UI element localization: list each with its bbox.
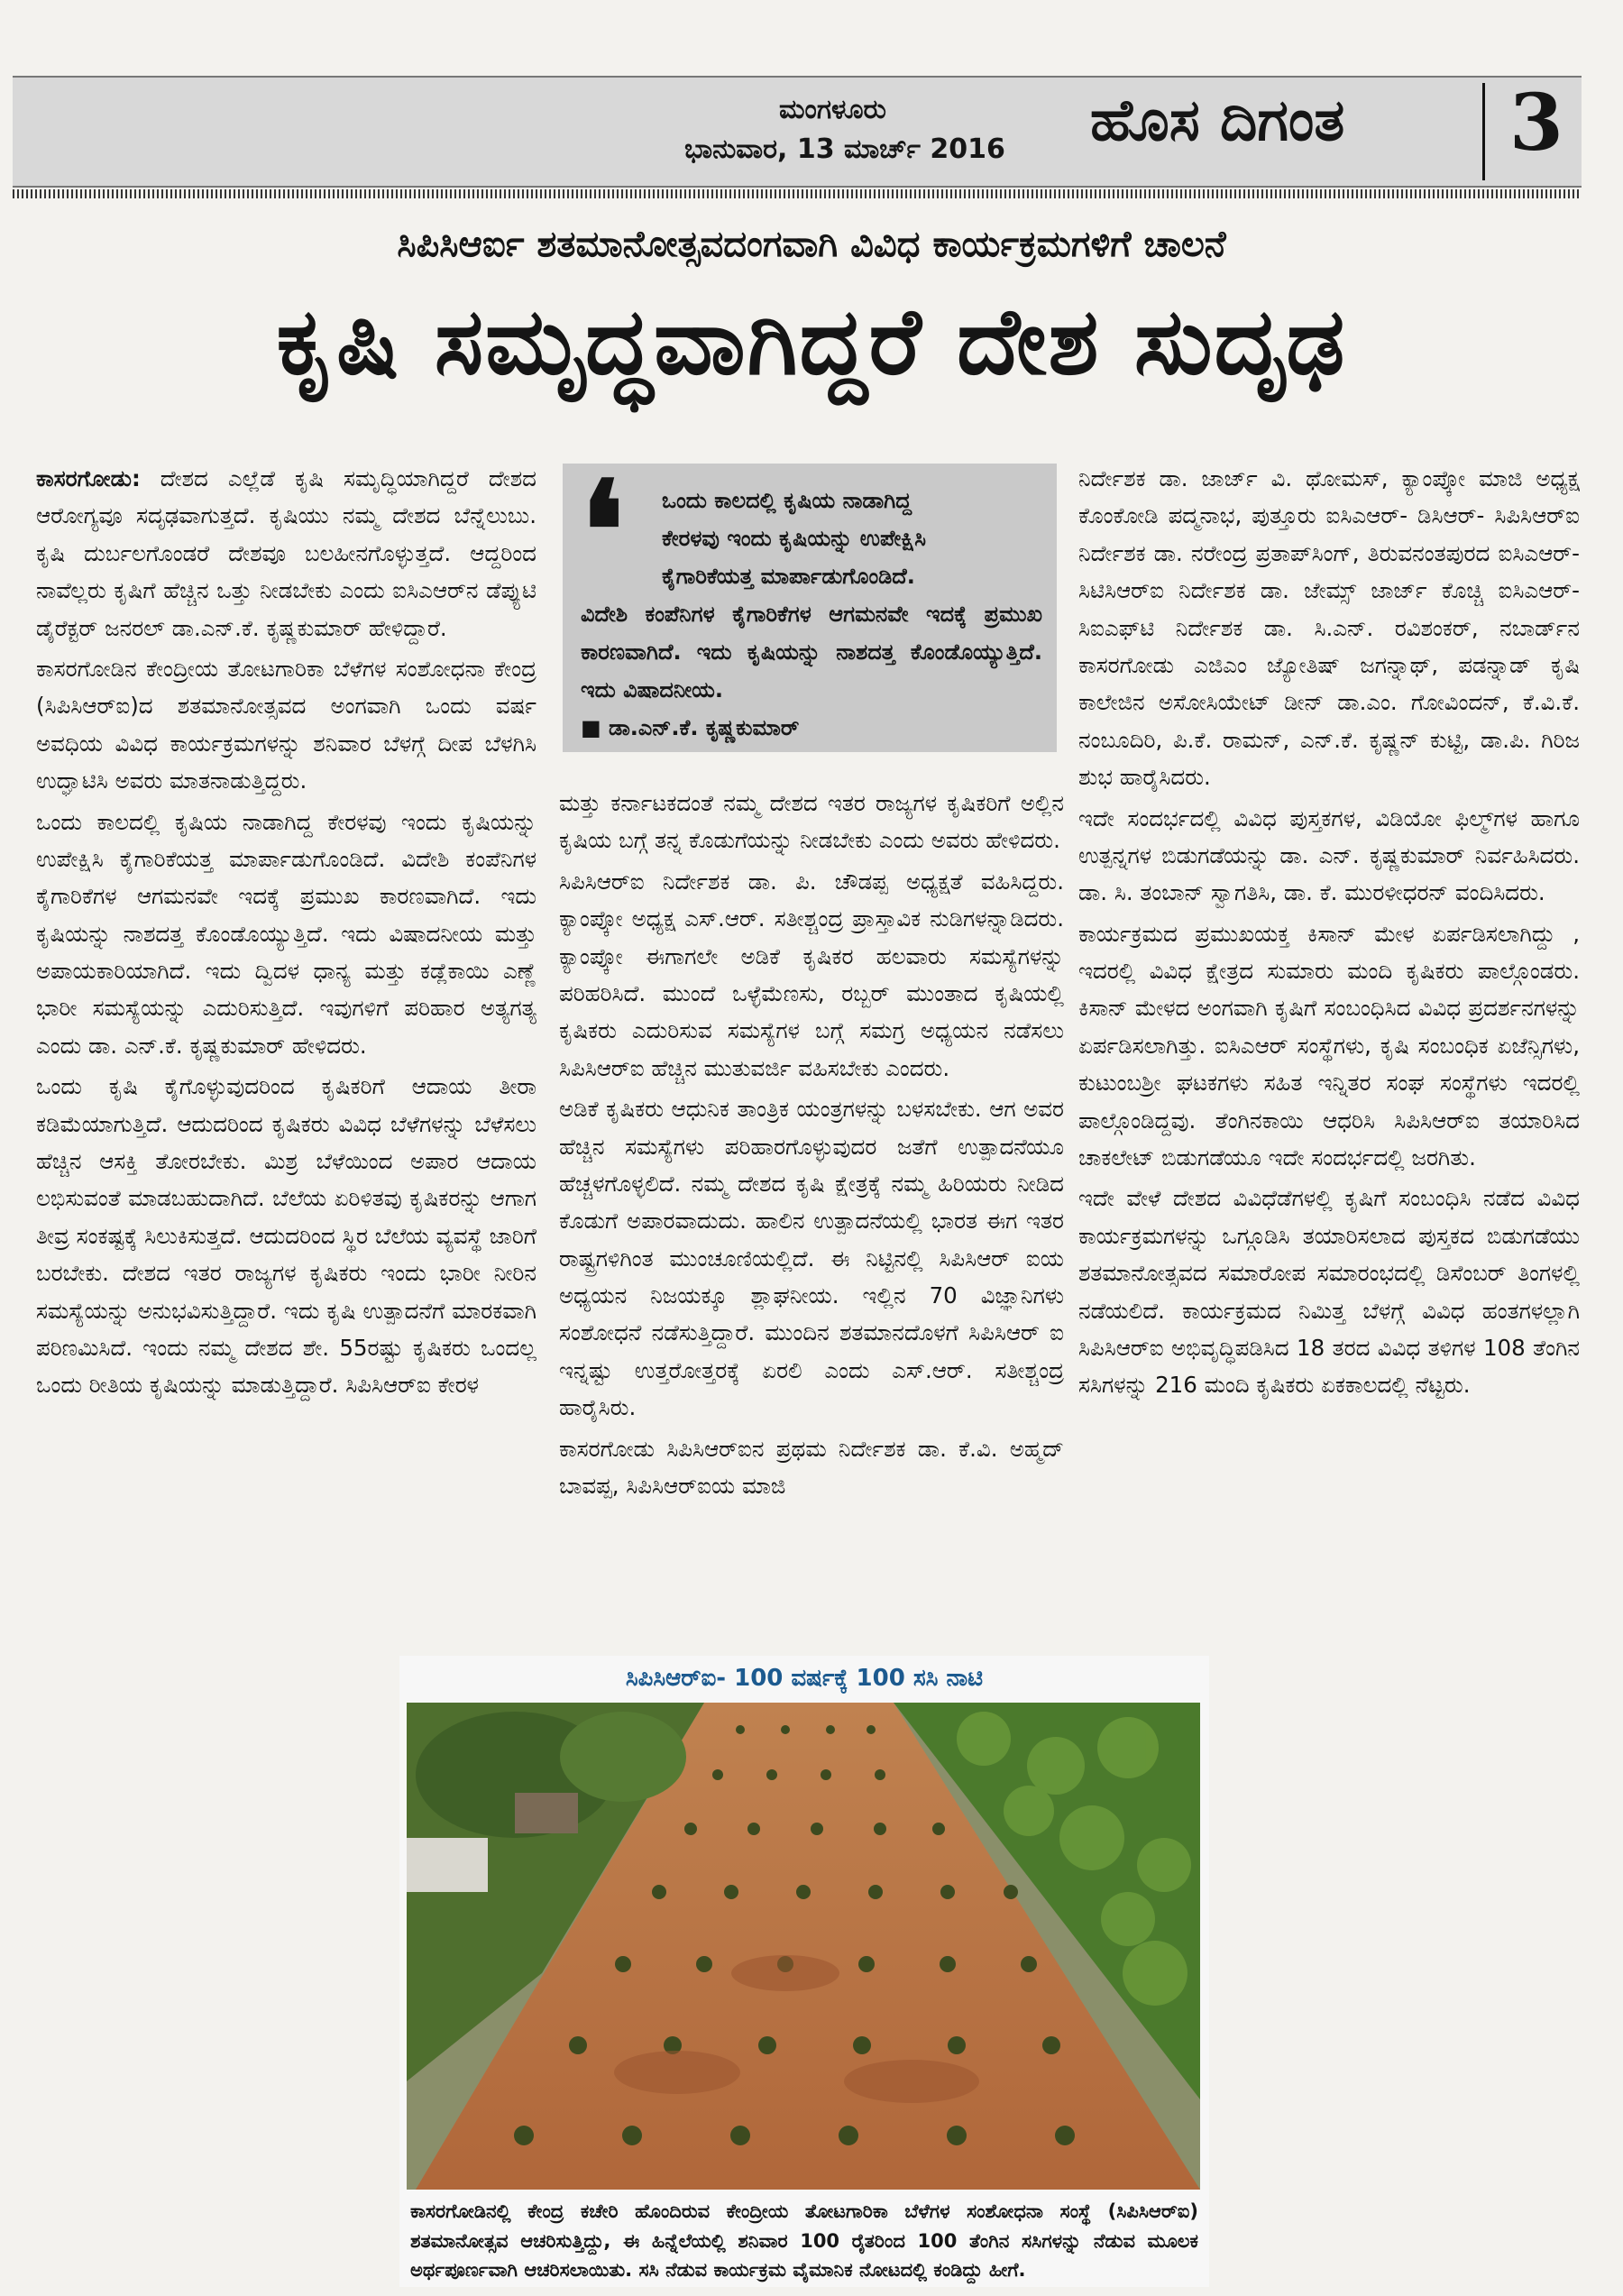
dotted-rule: [13, 189, 1582, 198]
aerial-plantation-image: [407, 1703, 1200, 2190]
pull-quote-author: ■ ಡಾ.ಎನ್.ಕೆ. ಕೃಷ್ಣಕುಮಾರ್: [581, 715, 800, 740]
kicker-headline: ಸಿಪಿಸಿಆರ್ಐ ಶತಮಾನೋತ್ಸವದಂಗವಾಗಿ ವಿವಿಧ ಕಾರ್ಯಕ್ರಮಗಳಿಗೆ ಚಾಲನೆ: [397, 224, 1226, 265]
quote-mark-icon: ❛: [581, 452, 625, 611]
paragraph: ಮತ್ತು ಕರ್ನಾಟಕದಂತೆ ನಮ್ಮ ದೇಶದ ಇತರ ರಾಜ್ಯಗಳ ಕೃಷಿಕರಿಗೆ ಅಲ್ಲಿನ ಕೃಷಿಯ ಬಗ್ಗೆ ತನ್ನ ಕೊಡುಗೆಯನ್ನು ನೀಡಬೇಕು ಎಂದು ಅವರು ಹೇಳಿದರು.: [559, 790, 1064, 854]
pull-quote-rest: ವಿದೇಶಿ ಕಂಪೆನಿಗಳ ಕೈಗಾರಿಕೆಗಳ ಆಗಮನವೇ ಇದಕ್ಕೆ ಪ್ರಮುಖ ಕಾರಣವಾಗಿದೆ. ಇದು ಕೃಷಿಯನ್ನು ನಾಶದತ್ತ ಕೊಂಡೊಯ್ಯುತ್ತಿದೆ. ಇದು ವಿಷಾದನೀಯ.: [581, 602, 1042, 703]
dateline: ಕಾಸರಗೋಡು:: [36, 465, 141, 491]
masthead: [13, 76, 1582, 188]
paragraph: [36, 460, 536, 647]
paragraph: ಇದೇ ಸಂದರ್ಭದಲ್ಲಿ ವಿವಿಧ ಪುಸ್ತಕಗಳ, ವಿಡಿಯೋ ಫಿಲ್ಮ್‌ಗಳ ಹಾಗೂ ಉತ್ಪನ್ನಗಳ ಬಿಡುಗಡೆಯನ್ನು ಡಾ. ಎನ್. ಕೃಷ್ಣಕುಮಾರ್ ನಿರ್ವಹಿಸಿದರು. ಡಾ. ಸಿ. ತಂಬಾನ್ ಸ್ವಾಗತಿಸಿ, ಡಾ. ಕೆ. ಮುರಳೀಧರನ್ ವಂದಿಸಿದರು.: [1078, 804, 1580, 906]
paragraph: ಕಾರ್ಯಕ್ರಮದ ಪ್ರಮುಖಯಕ್ತ ಕಿಸಾನ್ ಮೇಳ ಏರ್ಪಡಿಸಲಾಗಿದ್ದು , ಇದರಲ್ಲಿ ವಿವಿಧ ಕ್ಷೇತ್ರದ ಸುಮಾರು ಮಂದಿ ಕೃಷಿಕರು ಪಾಲ್ಗೊಂಡರು. ಕಿಸಾನ್ ಮೇಳದ ಅಂಗವಾಗಿ ಕೃಷಿಗೆ ಸಂಬಂಧಿಸಿದ ವಿವಿಧ ಪ್ರದರ್ಶನಗಳನ್ನು ಏರ್ಪಡಿಸಲಾಗಿತ್ತು. ಐಸಿಎಆರ್ ಸಂಸ್ಥೆಗಳು, ಕೃಷಿ ಸಂಬಂಧಿಕ ಏಜೆನ್ಸಿಗಳು, ಕುಟುಂಬಶ್ರೀ ಘಟಕಗಳು ಸಹಿತ ಇನ್ನಿತರ ಸಂಘ ಸಂಸ್ಥೆಗಳು ಇದರಲ್ಲಿ ಪಾಲ್ಗೊಂಡಿದ್ದವು. ತೆಂಗಿನಕಾಯಿ ಆಧರಿಸಿ ಸಿಪಿಸಿಆರ್‌ಐ ತಯಾರಿಸಿದ ಚಾಕಲೇಟ್ ಬಿಡುಗಡೆಯೂ ಇದೇ ಸಂದರ್ಭದಲ್ಲಿ ಜರಗಿತು.: [1078, 920, 1580, 1171]
photo-block: [399, 1656, 1209, 2287]
main-headline: ಕೃಷಿ ಸಮೃದ್ಧವಾಗಿದ್ದರೆ ದೇಶ ಸುದೃಢ: [276, 289, 1347, 396]
pull-quote-line: ಕೈಗಾರಿಕೆಯತ್ತ ಮಾರ್ಪಾಡುಗೊಂಡಿದೆ.: [662, 564, 915, 589]
pull-quote-line: ಕೇರಳವು ಇಂದು ಕೃಷಿಯನ್ನು ಉಪೇಕ್ಷಿಸಿ: [662, 526, 926, 551]
paragraph: ಸಿಪಿಸಿಆರ್‌ಐ ನಿರ್ದೇಶಕ ಡಾ. ಪಿ. ಚೌಡಪ್ಪ ಅಧ್ಯಕ್ಷತೆ ವಹಿಸಿದ್ದರು. ಕ್ಯಾಂಪ್ಕೋ ಅಧ್ಯಕ್ಷ ಎಸ್.ಆರ್. ಸತೀಶ್ಚಂದ್ರ ಪ್ರಾಸ್ತಾವಿಕ ನುಡಿಗಳನ್ನಾಡಿದರು. ಕ್ಯಾಂಪ್ಕೋ ಈಗಾಗಲೇ ಅಡಿಕೆ ಕೃಷಿಕರ ಹಲವಾರು ಸಮಸ್ಯೆಗಳನ್ನು ಪರಿಹರಿಸಿದೆ. ಮುಂದೆ ಒಳ್ಳೆಮೆಣಸು, ರಬ್ಬರ್ ಮುಂತಾದ ಕೃಷಿಯಲ್ಲಿ ಕೃಷಿಕರು ಎದುರಿಸುವ ಸಮಸ್ಯೆಗಳ ಬಗ್ಗೆ ಸಮಗ್ರ ಅಧ್ಯಯನ ನಡೆಸಲು ಸಿಪಿಸಿಆರ್‌ಐ ಹೆಚ್ಚಿನ ಮುತುವರ್ಜಿ ವಹಿಸಬೇಕು ಎಂದರು.: [559, 868, 1064, 1081]
photo-title: ಸಿಪಿಸಿಆರ್‌ಐ- 100 ವರ್ಷಕ್ಕೆ 100 ಸಸಿ ನಾಟಿ: [625, 1665, 984, 1692]
pull-quote-text: [581, 482, 1042, 747]
masthead-date: ಭಾನುವಾರ, 13 ಮಾರ್ಚ್ 2016: [684, 133, 1005, 165]
page-number: 3: [1509, 78, 1563, 169]
paragraph: ಕಾಸರಗೋಡಿನ ಕೇಂದ್ರೀಯ ತೋಟಗಾರಿಕಾ ಬೆಳೆಗಳ ಸಂಶೋಧನಾ ಕೇಂದ್ರ (ಸಿಪಿಸಿಆರ್‌ಐ)ದ ಶತಮಾನೋತ್ಸವದ ಅಂಗವಾಗಿ ಒಂದು ವರ್ಷ ಅವಧಿಯ ವಿವಿಧ ಕಾರ್ಯಕ್ರಮಗಳನ್ನು ಶನಿವಾರ ಬೆಳಗ್ಗೆ ದೀಪ ಬೆಳಗಿಸಿ ಉದ್ಘಾಟಿಸಿ ಅವರು ಮಾತನಾಡುತ್ತಿದ್ದರು.: [36, 655, 536, 794]
paragraph: ನಿರ್ದೇಶಕ ಡಾ. ಜಾರ್ಜ್ ವಿ. ಥೋಮಸ್, ಕ್ಯಾಂಪ್ಕೋ ಮಾಜಿ ಅಧ್ಯಕ್ಷ ಕೊಂಕೋಡಿ ಪದ್ಮನಾಭ, ಪುತ್ತೂರು ಐಸಿಎಆರ್- ಡಿಸಿಆರ್- ಸಿಪಿಸಿಆರ್‌ಐ ನಿರ್ದೇಶಕ ಡಾ. ನರೇಂದ್ರ ಪ್ರತಾಪ್‌ಸಿಂಗ್, ತಿರುವನಂತಪುರದ ಐಸಿಎಆರ್- ಸಿಟಿಸಿಆರ್‌ಐ ನಿರ್ದೇಶಕ ಡಾ. ಜೇಮ್ಸ್ ಜಾರ್ಜ್ ಕೊಚ್ಚಿ ಐಸಿಎಆರ್- ಸಿಐಎಫ್‌ಟಿ ನಿರ್ದೇಶಕ ಡಾ. ಸಿ.ಎನ್. ರವಿಶಂಕರ್, ನಬಾರ್ಡ್‌ನ ಕಾಸರಗೋಡು ಎಜಿಎಂ ಜ್ಯೋತಿಷ್ ಜಗನ್ನಾಥ್, ಪಡನ್ನಾಡ್ ಕೃಷಿ ಕಾಲೇಜಿನ ಅಸೋಸಿಯೇಟ್ ಡೀನ್ ಡಾ.ಎಂ. ಗೋವಿಂದನ್, ಕೆ.ವಿ.ಕೆ. ನಂಬೂದಿರಿ, ಪಿ.ಕೆ. ರಾಮನ್, ಎನ್.ಕೆ. ಕೃಷ್ಣನ್ ಕುಟ್ಟಿ, ಡಾ.ಪಿ. ಗಿರಿಜ ಶುಭ ಹಾರೈಸಿದರು.: [1078, 465, 1580, 791]
paragraph: ಇದೇ ವೇಳೆ ದೇಶದ ವಿವಿಧೆಡೆಗಳಲ್ಲಿ ಕೃಷಿಗೆ ಸಂಬಂಧಿಸಿ ನಡೆದ ವಿವಿಧ ಕಾರ್ಯಕ್ರಮಗಳನ್ನು ಒಗ್ಗೂಡಿಸಿ ತಯಾರಿಸಲಾದ ಪುಸ್ತಕದ ಬಿಡುಗಡೆಯು ಶತಮಾನೋತ್ಸವದ ಸಮಾರೋಪ ಸಮಾರಂಭದಲ್ಲಿ ಡಿಸೆಂಬರ್ ತಿಂಗಳಲ್ಲಿ ನಡೆಯಲಿದೆ. ಕಾರ್ಯಕ್ರಮದ ನಿಮಿತ್ತ ಬೆಳಗ್ಗೆ ವಿವಿಧ ಹಂತಗಳಲ್ಲಾಗಿ ಸಿಪಿಸಿಆರ್‌ಐ ಅಭಿವೃದ್ಧಿಪಡಿಸಿದ 18 ತರದ ವಿವಿಧ ತಳಿಗಳ 108 ತೆಂಗಿನ ಸಸಿಗಳನ್ನು 216 ಮಂದಿ ಕೃಷಿಕರು ಏಕಕಾಲದಲ್ಲಿ ನೆಟ್ಟರು.: [1078, 1185, 1580, 1399]
aerial-plantation-photo: [407, 1703, 1200, 2190]
article-column-3: [1078, 460, 1580, 1408]
article-column-1: [36, 460, 536, 1408]
paragraph: ಒಂದು ಕಾಲದಲ್ಲಿ ಕೃಷಿಯ ನಾಡಾಗಿದ್ದ ಕೇರಳವು ಇಂದು ಕೃಷಿಯನ್ನು ಉಪೇಕ್ಷಿಸಿ ಕೈಗಾರಿಕೆಯತ್ತ ಮಾರ್ಪಾಡುಗೊಂಡಿದೆ. ವಿದೇಶಿ ಕಂಪೆನಿಗಳ ಕೈಗಾರಿಕೆಗಳ ಆಗಮನವೇ ಇದಕ್ಕೆ ಪ್ರಮುಖ ಕಾರಣವಾಗಿದೆ. ಇದು ಕೃಷಿಯನ್ನು ನಾಶದತ್ತ ಕೊಂಡೊಯ್ಯುತ್ತಿದೆ. ಇದು ವಿಷಾದನೀಯ ಮತ್ತು ಅಪಾಯಕಾರಿಯಾಗಿದೆ. ಇದು ದ್ವಿದಳ ಧಾನ್ಯ ಮತ್ತು ಕಡ್ಲೆಕಾಯಿ ಎಣ್ಣೆ ಭಾರೀ ಸಮಸ್ಯೆಯನ್ನು ಎದುರಿಸುತ್ತಿದೆ. ಇವುಗಳಿಗೆ ಪರಿಹಾರ ಅತ್ಯಗತ್ಯ ಎಂದು ಡಾ. ಎನ್.ಕೆ. ಕೃಷ್ಣಕುಮಾರ್ ಹೇಳಿದರು.: [36, 808, 536, 1059]
paragraph-text: ದೇಶದ ಎಲ್ಲೆಡೆ ಕೃಷಿ ಸಮೃದ್ಧಿಯಾಗಿದ್ದರೆ ದೇಶದ ಆರೋಗ್ಯವೂ ಸದೃಢವಾಗುತ್ತದೆ. ಕೃಷಿಯು ನಮ್ಮ ದೇಶದ ಬೆನ್ನೆಲುಬು. ಕೃಷಿ ದುರ್ಬಲಗೊಂಡರೆ ದೇಶವೂ ಬಲಹೀನಗೊಳ್ಳುತ್ತದೆ. ಆದ್ದರಿಂದ ನಾವೆಲ್ಲರು ಕೃಷಿಗೆ ಹೆಚ್ಚಿನ ಒತ್ತು ನೀಡಬೇಕು ಎಂದು ಐಸಿಎಆರ್‌ನ ಡೆಪ್ಯುಟಿ ಡೈರೆಕ್ಟರ್ ಜನರಲ್ ಡಾ.ಎನ್.ಕೆ. ಕೃಷ್ಣಕುಮಾರ್ ಹೇಳಿದ್ದಾರೆ.: [36, 465, 536, 641]
article-column-2: [559, 785, 1064, 1508]
masthead-divider: [1482, 83, 1485, 180]
masthead-city: ಮಂಗಳೂರು: [779, 94, 886, 125]
paragraph: ಕಾಸರಗೋಡು ಸಿಪಿಸಿಆರ್‌ಐನ ಪ್ರಥಮ ನಿರ್ದೇಶಕ ಡಾ. ಕೆ.ವಿ. ಅಹ್ಮದ್ ಬಾವಪ್ಪ, ಸಿಪಿಸಿಆರ್‌ಐಯ ಮಾಜಿ: [559, 1435, 1064, 1500]
photo-caption: ಕಾಸರಗೋಡಿನಲ್ಲಿ ಕೇಂದ್ರ ಕಚೇರಿ ಹೊಂದಿರುವ ಕೇಂದ್ರೀಯ ತೋಟಗಾರಿಕಾ ಬೆಳೆಗಳ ಸಂಶೋಧನಾ ಸಂಸ್ಥೆ (ಸಿಪಿಸಿಆರ್‌ಐ) ಶತಮಾನೋತ್ಸವ ಆಚರಿಸುತ್ತಿದ್ದು, ಈ ಹಿನ್ನೆಲೆಯಲ್ಲಿ ಶನಿವಾರ 100 ರೈತರಿಂದ 100 ತೆಂಗಿನ ಸಸಿಗಳನ್ನು ನೆಡುವ ಮೂಲಕ ಅರ್ಥಪೂರ್ಣವಾಗಿ ಆಚರಿಸಲಾಯಿತು. ಸಸಿ ನೆಡುವ ಕಾರ್ಯಕ್ರಮ ವೈಮಾನಿಕ ನೋಟದಲ್ಲಿ ಕಂಡಿದ್ದು ಹೀಗೆ.: [410, 2200, 1198, 2282]
paragraph: ಒಂದು ಕೃಷಿ ಕೈಗೊಳ್ಳುವುದರಿಂದ ಕೃಷಿಕರಿಗೆ ಆದಾಯ ತೀರಾ ಕಡಿಮೆಯಾಗುತ್ತಿದೆ. ಆದುದರಿಂದ ಕೃಷಿಕರು ವಿವಿಧ ಬೆಳೆಗಳನ್ನು ಬೆಳೆಸಲು ಹೆಚ್ಚಿನ ಆಸಕ್ತಿ ತೋರಬೇಕು. ಮಿಶ್ರ ಬೆಳೆಯಿಂದ ಅಪಾರ ಆದಾಯ ಲಭಿಸುವಂತೆ ಮಾಡಬಹುದಾಗಿದೆ. ಬೆಲೆಯ ಏರಿಳಿತವು ಕೃಷಿಕರನ್ನು ಆಗಾಗ ತೀವ್ರ ಸಂಕಷ್ಟಕ್ಕೆ ಸಿಲುಕಿಸುತ್ತದೆ. ಆದುದರಿಂದ ಸ್ಥಿರ ಬೆಲೆಯ ವ್ಯವಸ್ಥೆ ಜಾರಿಗೆ ಬರಬೇಕು. ದೇಶದ ಇತರ ರಾಜ್ಯಗಳ ಕೃಷಿಕರು ಇಂದು ಭಾರೀ ನೀರಿನ ಸಮಸ್ಯೆಯನ್ನು ಅನುಭವಿಸುತ್ತಿದ್ದಾರೆ. ಇದು ಕೃಷಿ ಉತ್ಪಾದನೆಗೆ ಮಾರಕವಾಗಿ ಪರಿಣಮಿಸಿದೆ. ಇಂದು ನಮ್ಮ ದೇಶದ ಶೇ. 55ರಷ್ಟು ಕೃಷಿಕರು ಒಂದಲ್ಲ ಒಂದು ರೀತಿಯ ಕೃಷಿಯನ್ನು ಮಾಡುತ್ತಿದ್ದಾರೆ. ಸಿಪಿಸಿಆರ್‌ಐ ಕೇರಳ: [36, 1073, 536, 1399]
newspaper-name: ಹೊಸ ದಿಗಂತ: [1090, 87, 1345, 154]
pull-quote-line: ಒಂದು ಕಾಲದಲ್ಲಿ ಕೃಷಿಯ ನಾಡಾಗಿದ್ದ: [662, 488, 912, 513]
paragraph: ಅಡಿಕೆ ಕೃಷಿಕರು ಆಧುನಿಕ ತಾಂತ್ರಿಕ ಯಂತ್ರಗಳನ್ನು ಬಳಸಬೇಕು. ಆಗ ಅವರ ಹೆಚ್ಚಿನ ಸಮಸ್ಯೆಗಳು ಪರಿಹಾರಗೊಳ್ಳುವುದರ ಜತೆಗೆ ಉತ್ಪಾದನೆಯೂ ಹೆಚ್ಚಳಗೊಳ್ಳಲಿದೆ. ನಮ್ಮ ದೇಶದ ಕೃಷಿ ಕ್ಷೇತ್ರಕ್ಕೆ ನಮ್ಮ ಹಿರಿಯರು ನೀಡಿದ ಕೊಡುಗೆ ಅಪಾರವಾದುದು. ಹಾಲಿನ ಉತ್ಪಾದನೆಯಲ್ಲಿ ಭಾರತ ಈಗ ಇತರ ರಾಷ್ಟ್ರಗಳಿಗಿಂತ ಮುಂಚೂಣಿಯಲ್ಲಿದೆ. ಈ ನಿಟ್ಟಿನಲ್ಲಿ ಸಿಪಿಸಿಆರ್ ಐಯ ಅಧ್ಯಯನ ನಿಜಯಕ್ಕೂ ಶ್ಲಾಘನೀಯ. ಇಲ್ಲಿನ 70 ವಿಜ್ಞಾನಿಗಳು ಸಂಶೋಧನೆ ನಡೆಸುತ್ತಿದ್ದಾರೆ. ಮುಂದಿನ ಶತಮಾನದೊಳಗೆ ಸಿಪಿಸಿಆರ್ ಐ ಇನ್ನಷ್ಟು ಉತ್ತರೋತ್ತರಕ್ಕೆ ಏರಲಿ ಎಂದು ಎಸ್.ಆರ್. ಸತೀಶ್ಚಂದ್ರ ಹಾರೈಸಿರು.: [559, 1096, 1064, 1421]
pull-quote: [563, 452, 1057, 752]
